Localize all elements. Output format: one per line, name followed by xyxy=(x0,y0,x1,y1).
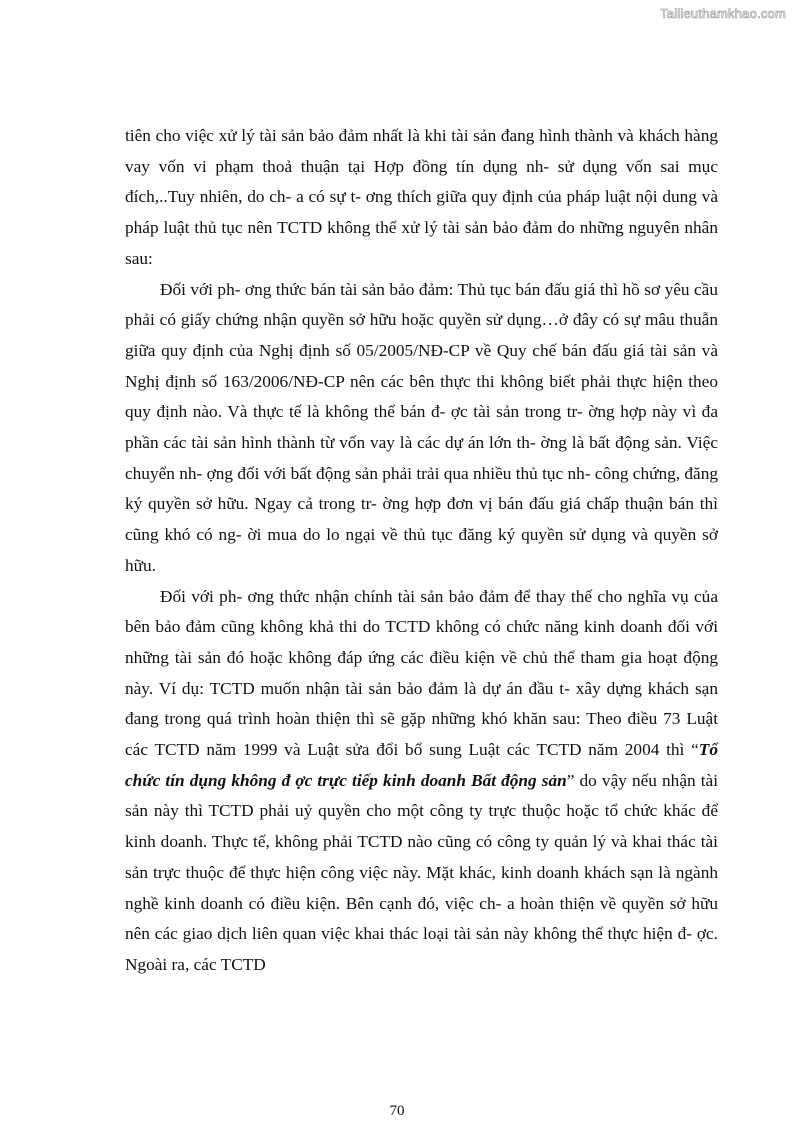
page-number: 70 xyxy=(389,1103,405,1119)
paragraph-3 xyxy=(125,582,718,981)
document-body xyxy=(125,121,718,981)
quoted-law-text: Tổ chức tín dụng không đ ợc trực tiếp kinh doanh Bất động sản xyxy=(125,740,718,790)
paragraph-3-text-after-quote: ” do vậy nếu nhận tài sản này thì TCTD phải uỷ quyền cho một công ty trực thuộc hoặc tổ chức khác để kinh doanh. Thực tế, không phải TCTD nào cũng có công ty quản lý và khai thác tài sản trực thuộc để thực hiện công việc này. Mặt khác, kinh doanh khách sạn là ngành nghề kinh doanh có điều kiện. Bên cạnh đó, việc ch- a hoàn thiện về quyền sở hữu nên các giao dịch liên quan việc khai thác loại tài sản này không thể thực hiện đ- ợc. Ngoài ra, các TCTD xyxy=(125,770,719,974)
paragraph-1: tiên cho việc xử lý tài sản bảo đảm nhất là khi tài sản đang hình thành và khách hàng vay vốn vi phạm thoả thuận tại Hợp đồng tín dụng nh- sử dụng vốn sai mục đích,..Tuy nhiên, do ch- a có sự t- ơng thích giữa quy định của pháp luật nội dung và pháp luật thủ tục nên TCTD không thể xử lý tài sản bảo đảm do những nguyên nhân sau: xyxy=(125,126,718,268)
paragraph-3-text-before-quote: Đối với ph- ơng thức nhận chính tài sản bảo đảm để thay thế cho nghĩa vụ của bên bảo đảm cũng không khả thi do TCTD không có chức năng kinh doanh đối với những tài sản đó hoặc không đáp ứng các điều kiện về chủ thể tham gia hoạt động này. Ví dụ: TCTD muốn nhận tài sản bảo đảm là dự án đầu t- xây dựng khách sạn đang trong quá trình hoàn thiện thì sẽ gặp những khó khăn sau: Theo điều 73 Luật các TCTD năm 1999 và Luật sửa đổi bổ sung Luật các TCTD năm 2004 thì “ xyxy=(125,586,718,760)
paragraph-2: Đối với ph- ơng thức bán tài sản bảo đảm: Thủ tục bán đấu giá thì hồ sơ yêu cầu phải có giấy chứng nhận quyền sở hữu hoặc quyền sử dụng…ở đây có sự mâu thuẫn giữa quy định của Nghị định số 05/2005/NĐ-CP về Quy chế bán đấu giá tài sản và Nghị định số 163/2006/NĐ-CP nên các bên thực thi không biết phải thực hiện theo quy định nào. Và thực tế là không thể bán đ- ợc tài sản trong tr- ờng hợp này vì đa phần các tài sản hình thành từ vốn vay là các dự án lớn th- ờng là bất động sản. Việc chuyển nh- ợng đối với bất động sản phải trải qua nhiều thủ tục nh- công chứng, đăng ký quyền sở hữu. Ngay cả trong tr- ờng hợp đơn vị bán đấu giá chấp thuận bán thì cũng khó có ng- ời mua do lo ngại về thủ tục đăng ký quyền sử dụng và quyền sở hữu. xyxy=(125,279,718,575)
watermark-text: Tailieuthamkhao.com xyxy=(660,6,786,21)
